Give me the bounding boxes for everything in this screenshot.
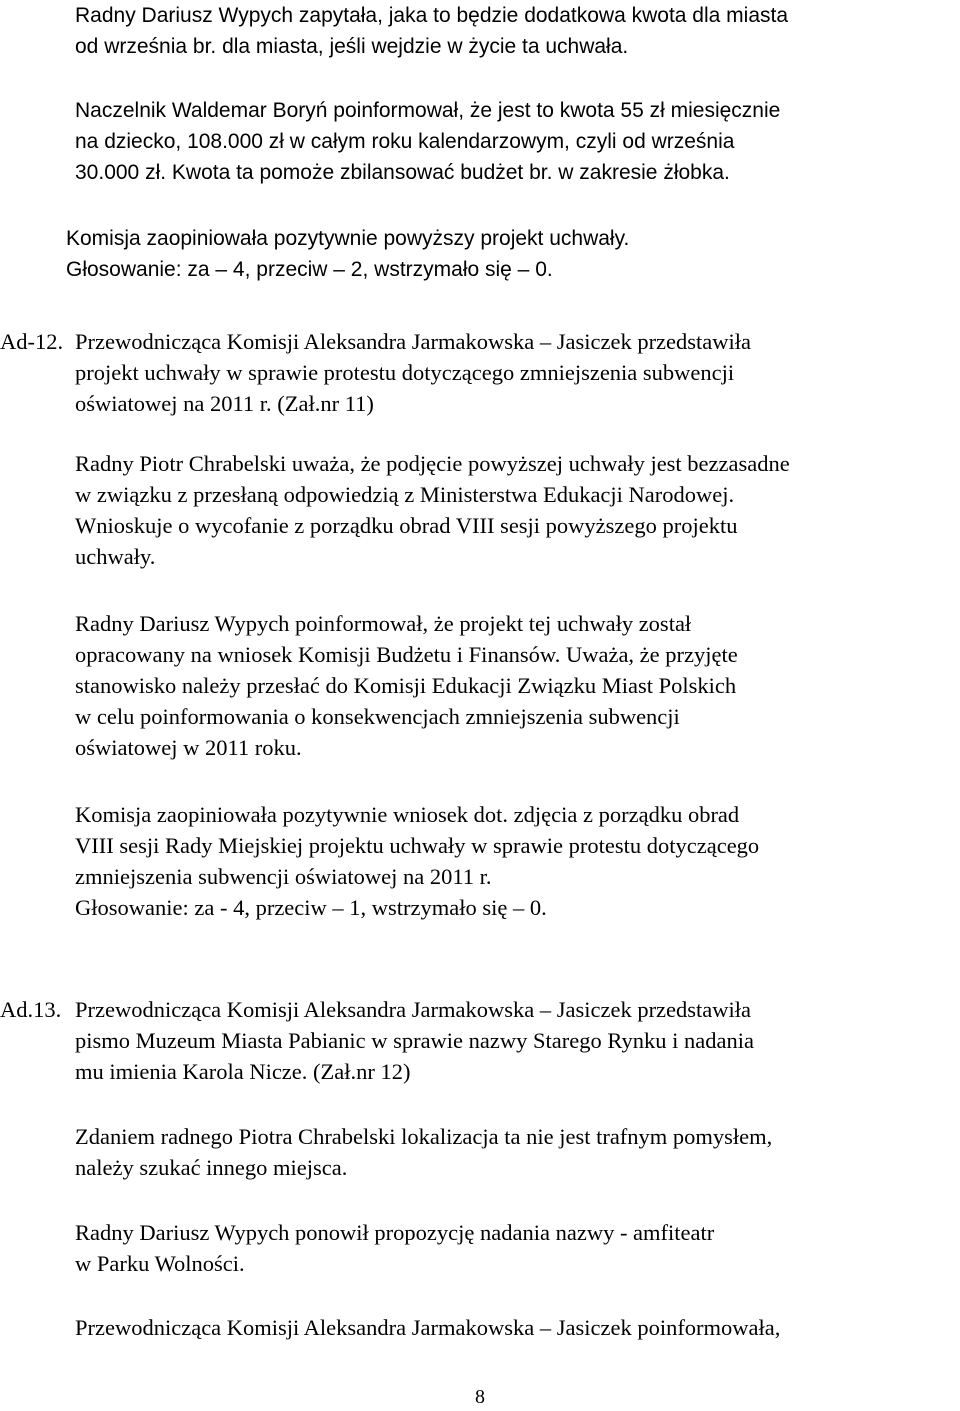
text-line: oświatowej na 2011 r. (Zał.nr 11) bbox=[75, 391, 374, 416]
text-line: Radny Dariusz Wypych poinformował, że projekt tej uchwały został bbox=[75, 611, 692, 636]
paragraph-wypych-info bbox=[75, 608, 738, 763]
text-line: 30.000 zł. Kwota ta pomoże zbilansować budżet br. w zakresie żłobka. bbox=[75, 161, 730, 184]
paragraph-commission-vote-2 bbox=[75, 799, 759, 923]
text-line: Przewodnicząca Komisji Aleksandra Jarmakowska – Jasiczek przedstawiła bbox=[75, 329, 752, 354]
text-line: stanowisko należy przesłać do Komisji Edukacji Związku Miast Polskich bbox=[75, 673, 737, 698]
text-line: uchwały. bbox=[75, 544, 156, 569]
text-line: VIII sesji Rady Miejskiej projektu uchwały w sprawie protestu dotyczącego bbox=[75, 833, 760, 858]
text-line: Radny Dariusz Wypych zapytała, jaka to będzie dodatkowa kwota dla miasta bbox=[75, 4, 789, 27]
text-line: zmniejszenia subwencji oświatowej na 2011 r. bbox=[75, 864, 492, 889]
text-line: od września br. dla miasta, jeśli wejdzie w życie ta uchwała. bbox=[75, 35, 629, 58]
text-line: Wnioskuje o wycofanie z porządku obrad VIII sesji powyższego projektu bbox=[75, 513, 738, 538]
paragraph-wypych-proposal bbox=[75, 1217, 714, 1279]
text-line: Przewodnicząca Komisji Aleksandra Jarmakowska – Jasiczek poinformowała, bbox=[75, 1315, 781, 1340]
text-line: Przewodnicząca Komisji Aleksandra Jarmakowska – Jasiczek przedstawiła bbox=[75, 997, 752, 1022]
text-line: pismo Muzeum Miasta Pabianic w sprawie nazwy Starego Rynku i nadania bbox=[75, 1028, 754, 1053]
paragraph-chrabelski-location bbox=[75, 1121, 772, 1183]
text-line: należy szukać innego miejsca. bbox=[75, 1155, 348, 1180]
text-line: na dziecko, 108.000 zł w całym roku kalendarzowym, czyli od września bbox=[75, 130, 735, 153]
paragraph-chrabelski-opinion bbox=[75, 448, 790, 572]
text-line: Głosowanie: za – 4, przeciw – 2, wstrzymało się – 0. bbox=[66, 258, 553, 281]
text-line: Radny Piotr Chrabelski uważa, że podjęcie powyższej uchwały jest bezzasadne bbox=[75, 451, 790, 476]
text-line: w związku z przesłaną odpowiedzią z Ministerstwa Edukacji Narodowej. bbox=[75, 482, 735, 507]
text-line: w celu poinformowania o konsekwencjach zmniejszenia subwencji bbox=[75, 704, 680, 729]
text-line: w Parku Wolności. bbox=[75, 1251, 245, 1276]
agenda-label-ad-12: Ad-12. bbox=[0, 329, 64, 354]
text-line: opracowany na wniosek Komisji Budżetu i Finansów. Uważa, że przyjęte bbox=[75, 642, 738, 667]
text-line: Naczelnik Waldemar Boryń poinformował, że jest to kwota 55 zł miesięcznie bbox=[75, 99, 781, 122]
paragraph-commission-vote-1 bbox=[66, 223, 629, 285]
paragraph-boryn-info bbox=[75, 95, 780, 188]
text-line: mu imienia Karola Nicze. (Zał.nr 12) bbox=[75, 1059, 411, 1084]
page-number: 8 bbox=[475, 1386, 485, 1408]
text-line: Komisja zaopiniowała pozytywnie wniosek dot. zdjęcia z porządku obrad bbox=[75, 802, 740, 827]
text-line: oświatowej w 2011 roku. bbox=[75, 735, 302, 760]
text-line: Zdaniem radnego Piotra Chrabelski lokalizacja ta nie jest trafnym pomysłem, bbox=[75, 1124, 773, 1149]
paragraph-ad13-presentation bbox=[75, 994, 754, 1087]
paragraph-ad12-presentation bbox=[75, 326, 751, 419]
text-line: Głosowanie: za - 4, przeciw – 1, wstrzymało się – 0. bbox=[75, 895, 547, 920]
paragraph-wypych-question bbox=[75, 0, 788, 62]
text-line: projekt uchwały w sprawie protestu dotyczącego zmniejszenia subwencji bbox=[75, 360, 735, 385]
paragraph-jarmakowska-info bbox=[75, 1312, 780, 1343]
text-line: Radny Dariusz Wypych ponowił propozycję nadania nazwy - amfiteatr bbox=[75, 1220, 715, 1245]
text-line: Komisja zaopiniowała pozytywnie powyższy projekt uchwały. bbox=[66, 227, 630, 250]
agenda-label-ad-13: Ad.13. bbox=[0, 997, 62, 1022]
